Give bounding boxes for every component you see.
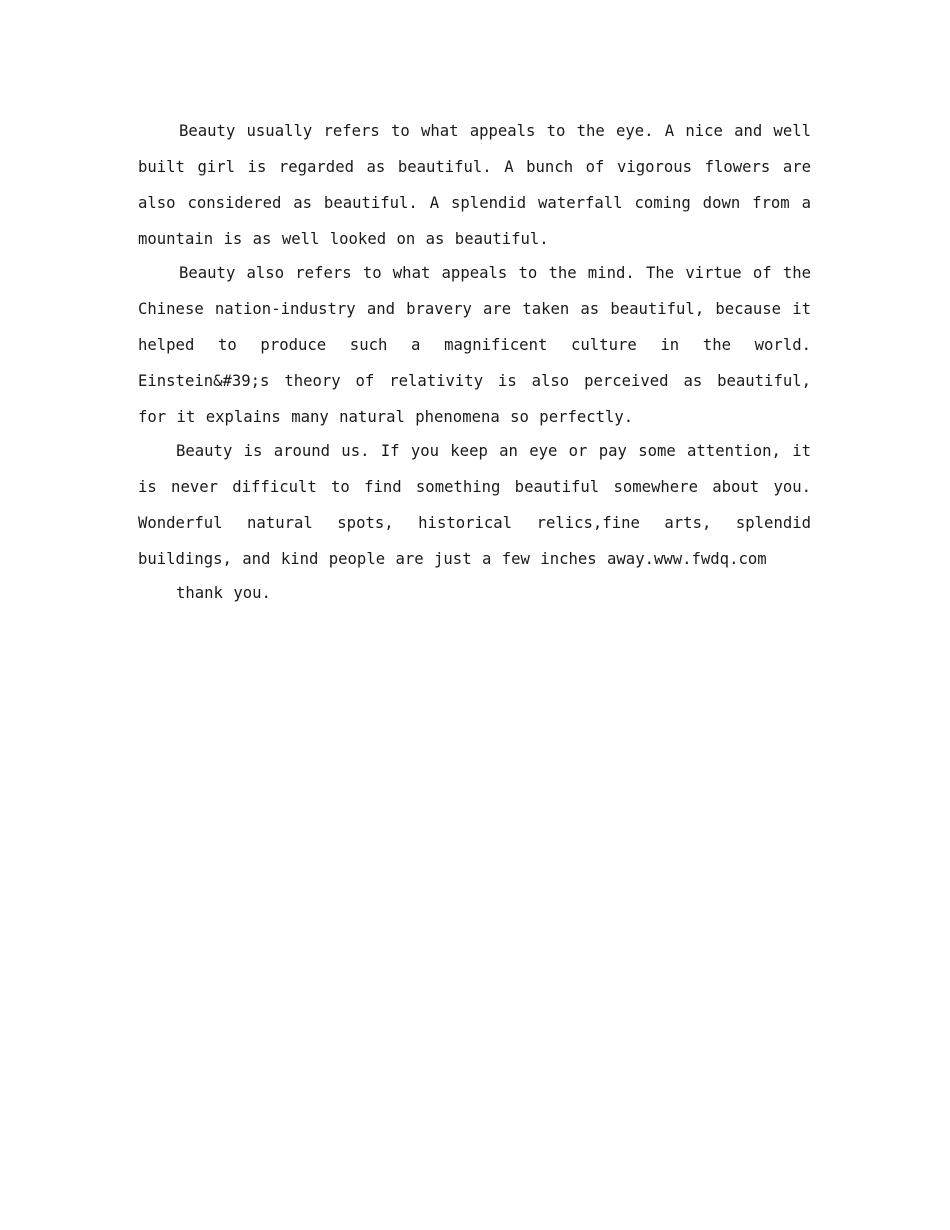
paragraph-beauty-eye: Beauty usually refers to what appeals to the eye. A nice and well built girl is regarded as beautiful. A bunch of vigorous flowers are also considered as beautiful. A splendid waterfall coming down from a mountain is as well looked on as beautiful. (138, 122, 811, 248)
paragraph-beauty-mind: Beauty also refers to what appeals to the mind. The virtue of the Chinese nation-industry and bravery are taken as beautiful, because it helped to produce such a magnificent culture in the world. Einstein&#39;s theory of relativity is also perceived as beautiful, for it explains many natural phenomena so perfectly. (138, 264, 811, 426)
paragraph-closing: thank you. (176, 584, 271, 602)
paragraph-beauty-around-us: Beauty is around us. If you keep an eye or pay some attention, it is never difficult to find something beautiful somewhere about you. Wonderful natural spots, historical relics,fine arts, splendid buildings, and kind people are just a few inches away.www.fwdq.com (138, 442, 811, 568)
document-page (138, 113, 811, 611)
